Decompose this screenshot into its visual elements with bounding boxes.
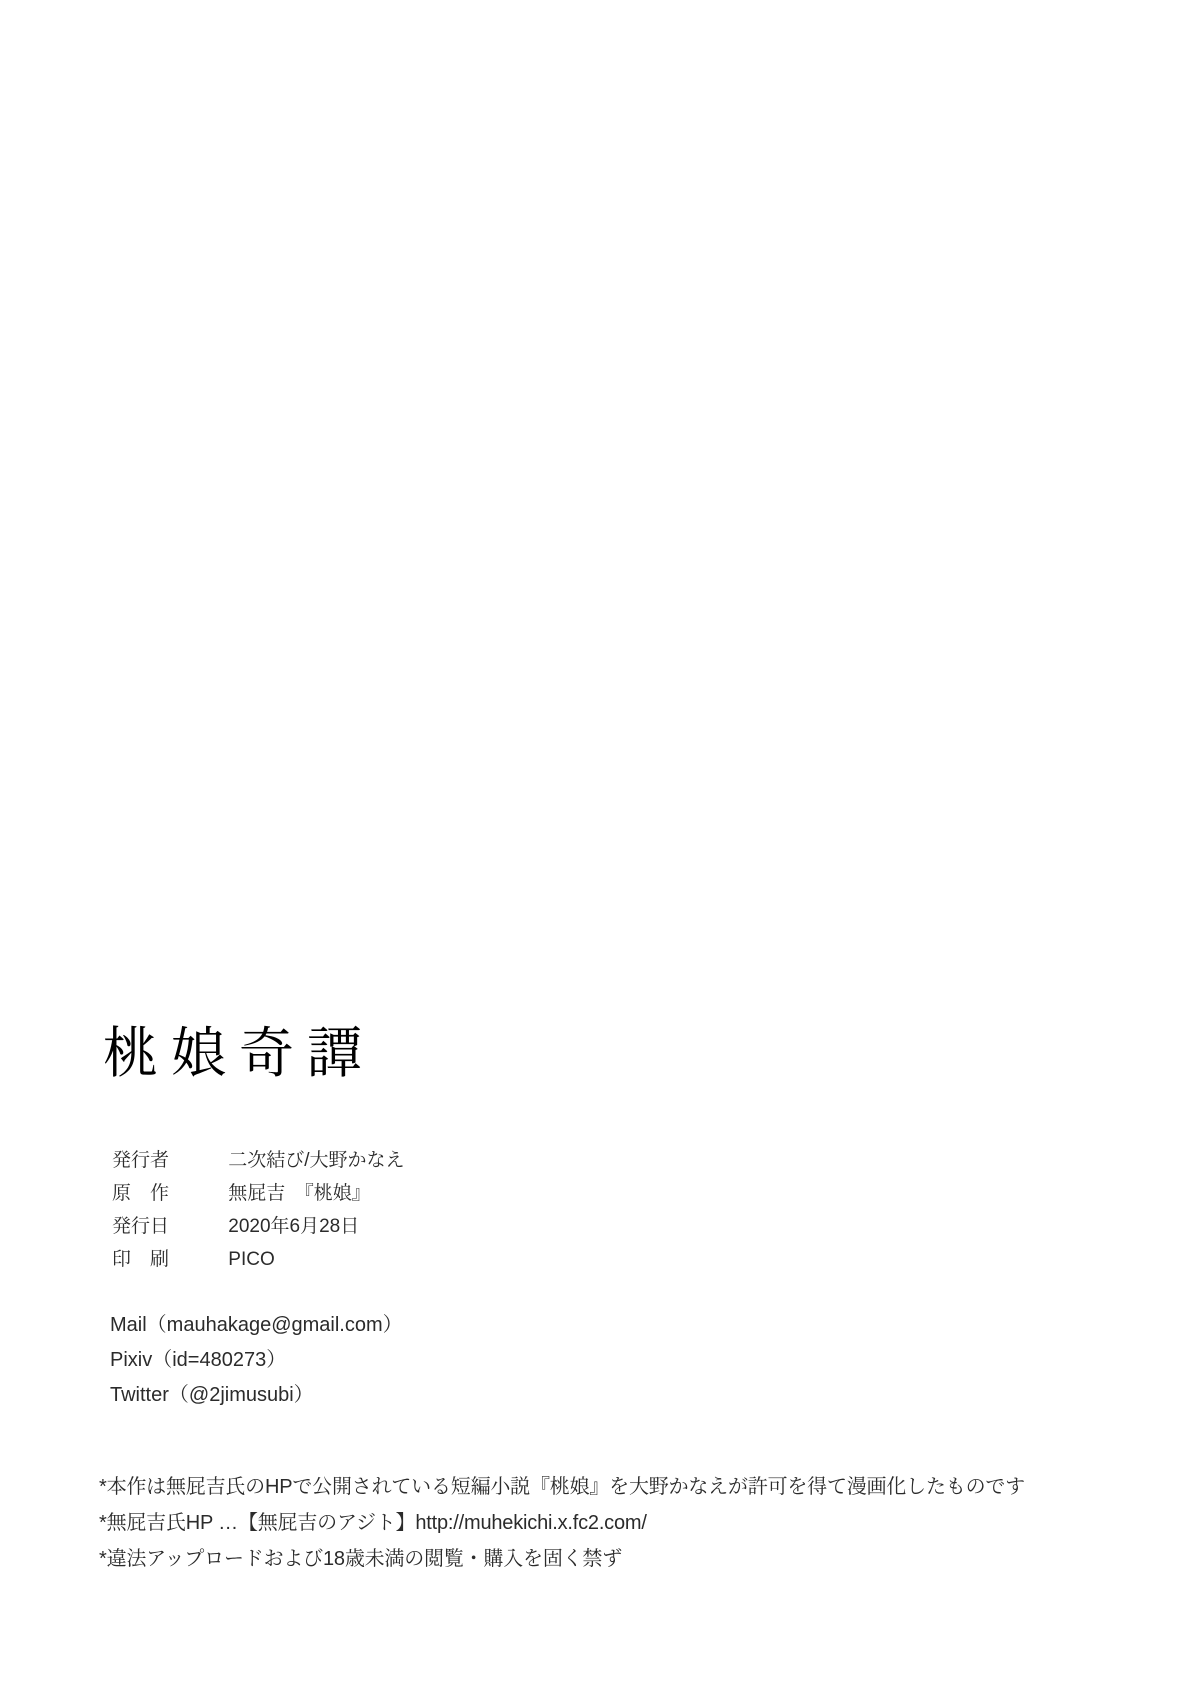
- contact-info-list: [110, 1308, 403, 1413]
- original-work-value: 無屁吉 『桃娘』: [228, 1183, 371, 1204]
- publication-date-value: 2020年6月28日: [228, 1216, 360, 1237]
- twitter-contact: Twitter（@2jimusubi）: [110, 1384, 314, 1406]
- doujinshi-title: 桃娘奇譚: [103, 1021, 376, 1085]
- legal-warning-note: *違法アップロードおよび18歳未満の閲覧・購入を固く禁ず: [99, 1548, 623, 1570]
- footnotes: [99, 1469, 1025, 1577]
- publication-date-label: 発行日: [112, 1216, 170, 1237]
- publisher-row: [112, 1144, 405, 1177]
- original-author-homepage-note: *無屁吉氏HP …【無屁吉のアジト】http://muhekichi.x.fc2.com/: [99, 1512, 647, 1534]
- pixiv-contact: Pixiv（id=480273）: [110, 1349, 287, 1371]
- printer-value: PICO: [228, 1249, 275, 1270]
- publication-date-row: [112, 1210, 405, 1243]
- mail-contact: Mail（mauhakage@gmail.com）: [110, 1314, 403, 1336]
- original-work-row: [112, 1177, 405, 1210]
- adaptation-permission-note: *本作は無屁吉氏のHPで公開されている短編小説『桃娘』を大野かなえが許可を得て漫画化したものです: [99, 1476, 1025, 1498]
- publisher-label: 発行者: [112, 1150, 170, 1171]
- publisher-value: 二次結び/大野かなえ: [228, 1150, 405, 1171]
- original-work-label: 原 作: [112, 1183, 170, 1204]
- printer-row: [112, 1243, 405, 1276]
- printer-label: 印 刷: [112, 1249, 170, 1270]
- publication-info-table: [112, 1144, 405, 1276]
